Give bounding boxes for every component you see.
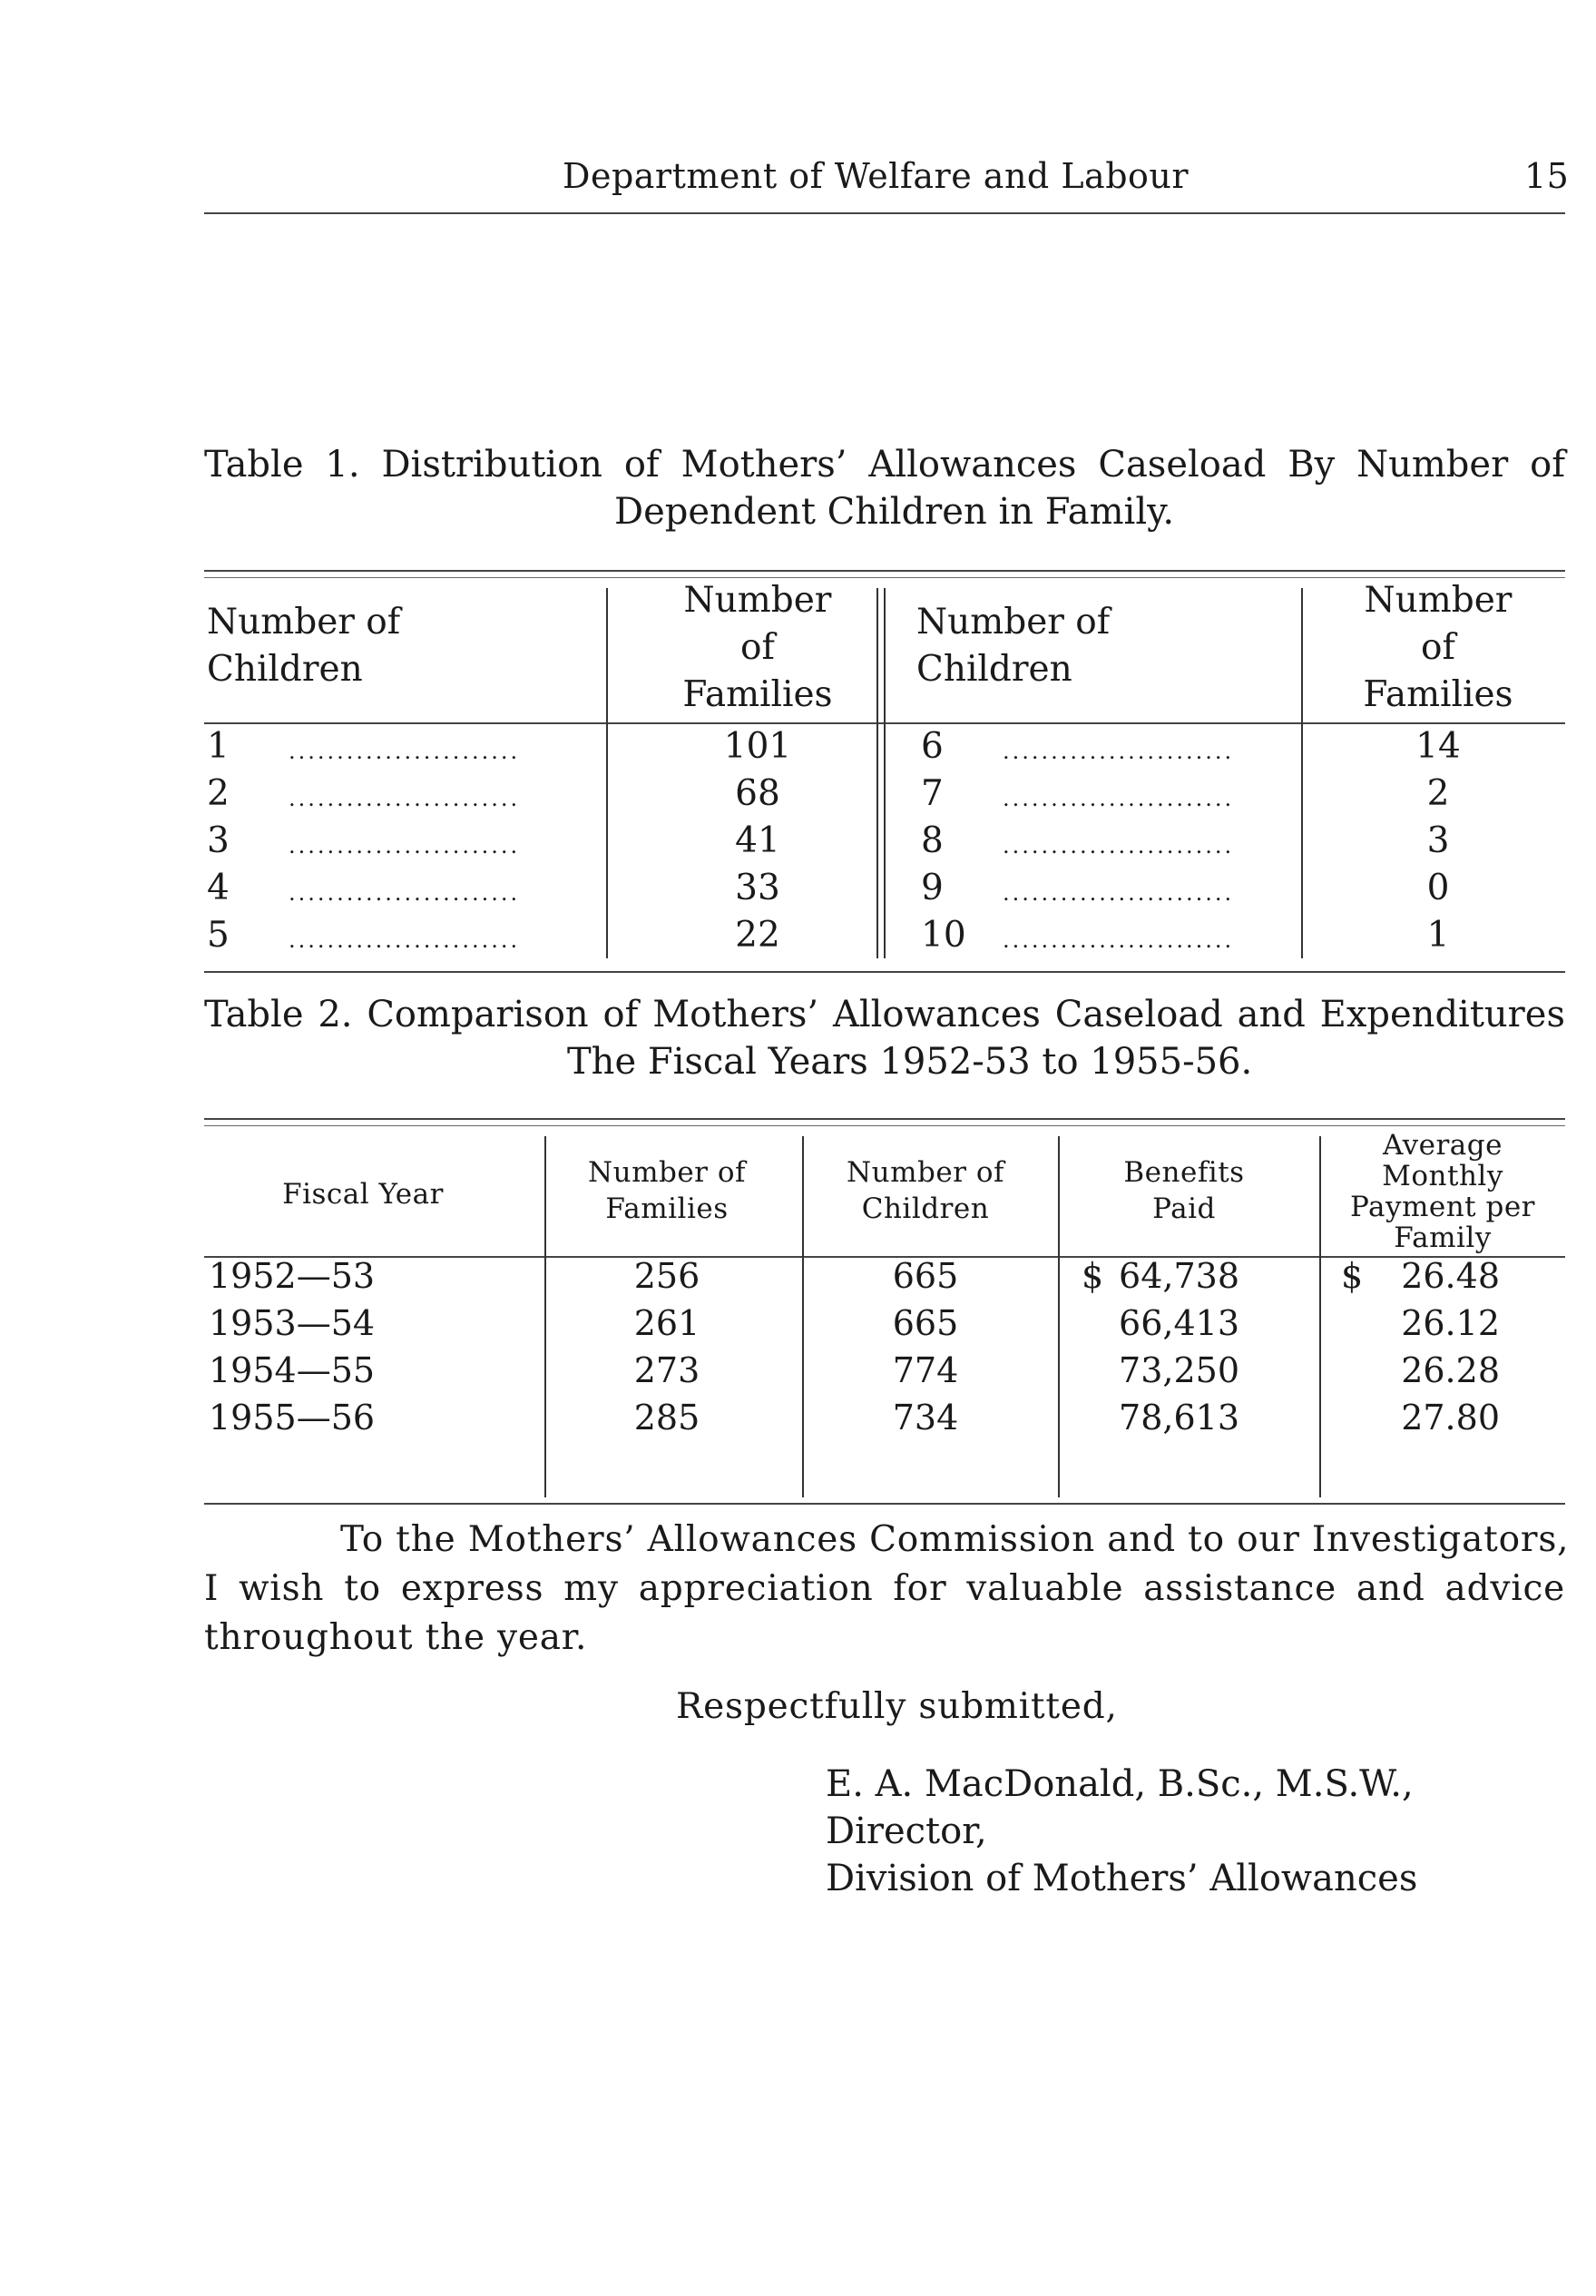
- header-text: Families: [682, 674, 833, 715]
- cell-families: 2: [1426, 773, 1450, 814]
- signatory-name: E. A. MacDonald, B.Sc., M.S.W.,: [826, 1763, 1414, 1805]
- header-text: Family: [1394, 1222, 1492, 1254]
- cell-children: 9: [921, 868, 944, 908]
- cell-fiscal-year: 1952—53: [209, 1256, 376, 1296]
- cell-families: 14: [1415, 726, 1461, 767]
- cell-benefits: 64,738: [1119, 1256, 1239, 1296]
- closing-paragraph: [204, 1516, 1570, 1663]
- cell-families: 261: [633, 1303, 700, 1343]
- table1-col-rule: [606, 588, 608, 958]
- header-text: Number of: [207, 602, 401, 643]
- cell-children: 665: [892, 1303, 959, 1343]
- cell-children: 5: [207, 915, 230, 956]
- page-number: 15: [1524, 156, 1570, 196]
- cell-families: 33: [735, 868, 780, 908]
- table1-caption-line2: Dependent Children in Family.: [614, 491, 1175, 533]
- para-line1: To the Mothers’ Allowances Commission and to our Investigators,: [340, 1519, 1570, 1560]
- header-text: Families: [1363, 674, 1513, 715]
- table2-header-children: [803, 1154, 1048, 1227]
- table1-header-children-left: [207, 599, 400, 693]
- cell-children: 1: [207, 726, 230, 767]
- header-text: Number: [1364, 580, 1513, 621]
- cell-average: 26.48: [1401, 1256, 1500, 1296]
- table1-col-rule: [1301, 588, 1303, 958]
- header-text: Families: [605, 1192, 729, 1225]
- signatory-title: Director,: [826, 1810, 987, 1852]
- leader-dots: ........................: [1003, 927, 1235, 953]
- cell-children: 7: [921, 773, 944, 814]
- table1-caption: [204, 441, 1565, 535]
- cell-fiscal-year: 1955—56: [209, 1398, 376, 1437]
- table2-caption-line1: Table 2. Comparison of Mothers’ Allowances Caseload and Expenditures: [204, 994, 1565, 1035]
- table1-col-rule: [884, 588, 886, 958]
- leader-dots: ........................: [1003, 786, 1235, 811]
- cell-average: 27.80: [1401, 1398, 1500, 1437]
- table1-header-families-right: [1316, 577, 1561, 719]
- table2-caption: [204, 991, 1565, 1085]
- cell-benefits: 73,250: [1119, 1350, 1239, 1390]
- header-text: Number of: [847, 1156, 1004, 1189]
- cell-average: 26.28: [1401, 1350, 1500, 1390]
- leader-dots: ........................: [289, 927, 521, 953]
- cell-fiscal-year: 1953—54: [209, 1303, 376, 1343]
- cell-families: 1: [1426, 915, 1450, 956]
- header-text: Children: [916, 649, 1072, 690]
- table2-header-families: [544, 1154, 789, 1227]
- cell-children: 774: [892, 1350, 959, 1390]
- table2-bottom-rule: [204, 1503, 1565, 1505]
- header-text: Monthly: [1382, 1160, 1503, 1192]
- table2-col-rule: [1058, 1136, 1060, 1497]
- cell-children: 4: [207, 868, 230, 908]
- leader-dots: ........................: [289, 786, 521, 811]
- running-title: Department of Welfare and Labour: [563, 156, 1190, 196]
- currency-sign: $: [1082, 1256, 1104, 1296]
- header-text: Number: [683, 580, 832, 621]
- header-text: Children: [861, 1192, 990, 1225]
- cell-children: 6: [921, 726, 944, 767]
- table1-header-families-left: [635, 577, 880, 719]
- header-text: Number of: [588, 1156, 746, 1189]
- header-text: Benefits: [1123, 1156, 1245, 1189]
- table1-caption-line1: Table 1. Distribution of Mothers’ Allowances Caseload By Number of: [204, 444, 1565, 486]
- leader-dots: ........................: [289, 880, 521, 906]
- cell-children: 2: [207, 773, 230, 814]
- table2-header-average: [1320, 1130, 1565, 1253]
- cell-benefits: 66,413: [1119, 1303, 1239, 1343]
- cell-fiscal-year: 1954—55: [209, 1350, 376, 1390]
- para-line2: I wish to express my appreciation for valuable assistance and advice: [204, 1568, 1565, 1609]
- header-rule: [204, 212, 1565, 214]
- table2-header-fiscal-year: Fiscal Year: [282, 1178, 444, 1211]
- header-text: of: [740, 627, 775, 668]
- leader-dots: ........................: [289, 833, 521, 859]
- table1-bottom-rule: [204, 971, 1565, 973]
- cell-families: 256: [633, 1256, 700, 1296]
- header-text: Average: [1383, 1129, 1503, 1162]
- cell-benefits: 78,613: [1119, 1398, 1239, 1437]
- table2-top-rule-2: [204, 1125, 1565, 1126]
- table1-top-rule: [204, 570, 1565, 572]
- cell-families: 285: [633, 1398, 700, 1437]
- currency-sign: $: [1341, 1256, 1364, 1296]
- header-text: Number of: [916, 602, 1111, 643]
- table2-top-rule: [204, 1118, 1565, 1120]
- cell-families: 68: [735, 773, 780, 814]
- table2-header-benefits: [1062, 1154, 1307, 1227]
- leader-dots: ........................: [289, 739, 521, 764]
- cell-families: 22: [735, 915, 780, 956]
- leader-dots: ........................: [1003, 833, 1235, 859]
- header-text: Payment per: [1350, 1191, 1535, 1223]
- cell-families: 3: [1426, 820, 1450, 861]
- leader-dots: ........................: [1003, 880, 1235, 906]
- cell-children: 665: [892, 1256, 959, 1296]
- table1-header-children-right: [916, 599, 1110, 693]
- cell-children: 734: [892, 1398, 959, 1437]
- table2-caption-line2: The Fiscal Years 1952-53 to 1955-56.: [567, 1041, 1253, 1083]
- cell-average: 26.12: [1401, 1303, 1500, 1343]
- cell-families: 41: [735, 820, 780, 861]
- header-text: of: [1421, 627, 1455, 668]
- header-text: Children: [207, 649, 363, 690]
- cell-children: 3: [207, 820, 230, 861]
- sign-off: Respectfully submitted,: [676, 1686, 1118, 1727]
- para-line3: throughout the year.: [204, 1617, 588, 1658]
- header-text: Paid: [1152, 1192, 1216, 1225]
- cell-families: 101: [723, 726, 792, 767]
- cell-families: 0: [1426, 868, 1450, 908]
- cell-children: 8: [921, 820, 944, 861]
- signatory-block: [826, 1761, 1417, 1902]
- signatory-division: Division of Mothers’ Allowances: [826, 1858, 1418, 1899]
- cell-families: 273: [633, 1350, 700, 1390]
- cell-children: 10: [921, 915, 966, 956]
- leader-dots: ........................: [1003, 739, 1235, 764]
